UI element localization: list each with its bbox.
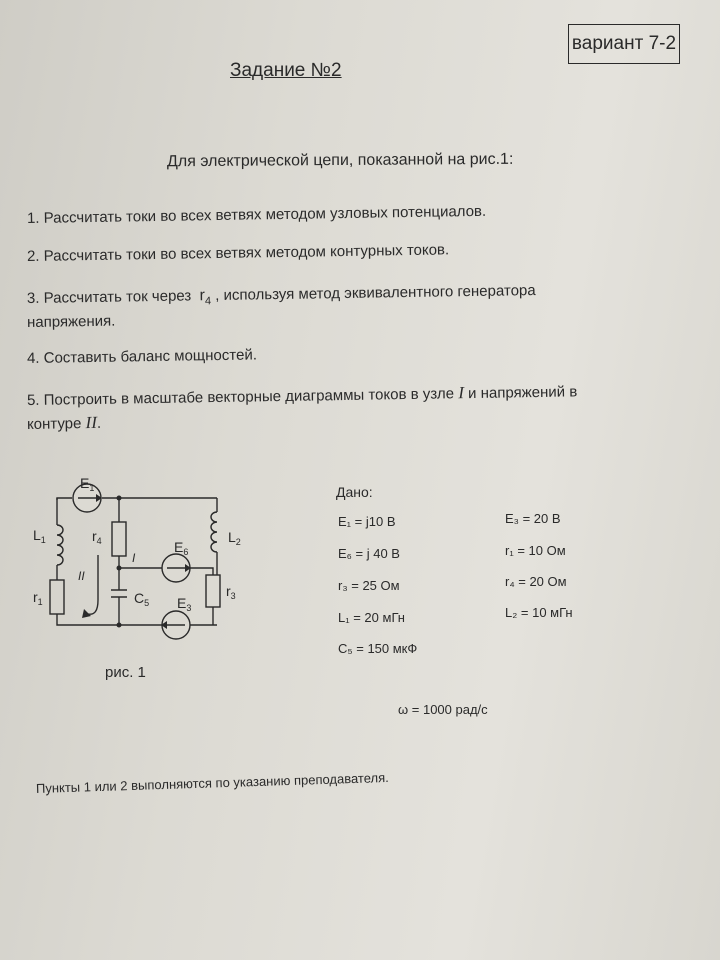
given-r1: r₁ = 10 Ом: [505, 543, 566, 558]
assignment-title: Задание №2: [230, 60, 342, 81]
task-5-node: I: [458, 383, 465, 403]
task-3-text-a: 3. Рассчитать ток через: [26, 287, 192, 307]
footer-note: Пункты 1 или 2 выполняются по указанию преподавателя.: [35, 769, 389, 796]
task-3-line-2: напряжения.: [26, 312, 116, 331]
given-e3: E₃ = 20 В: [505, 511, 561, 526]
label-e1: $E_1$: [80, 475, 95, 493]
label-e6: $E_6$: [174, 539, 189, 557]
given-r3: r₃ = 25 Ом: [338, 578, 400, 593]
inductor-l2: [211, 512, 217, 552]
task-5-text-c: контуре: [26, 415, 82, 433]
task-5-text-a: 5. Построить в масштабе векторные диаграммы токов в узле: [26, 385, 455, 409]
omega-value: ω = 1000 рад/с: [398, 702, 488, 717]
task-5-loop: II: [85, 412, 98, 433]
task-2: 2. Рассчитать токи во всех ветвях методом контурных токов.: [26, 241, 450, 265]
resistor-r1: [50, 580, 64, 614]
given-title: Дано:: [336, 484, 373, 500]
label-c5: $C_5$: [134, 590, 150, 608]
label-e3: $E_3$: [177, 595, 192, 613]
given-r4: r₄ = 20 Ом: [505, 574, 567, 589]
label-r1: $r_1$: [33, 589, 43, 607]
label-loop-ii: II: [78, 569, 85, 583]
task-5-text-b: и напряжений в: [467, 383, 578, 403]
junction-top: [117, 496, 122, 501]
loop-arrow-head-icon: [82, 609, 91, 618]
capacitor-c5: [111, 590, 127, 597]
given-e6: E₆ = j 40 В: [338, 546, 400, 561]
label-r3: $r_3$: [226, 583, 236, 601]
label-r4: $r_4$: [92, 528, 102, 546]
wire-bottom: [57, 614, 217, 625]
wire-e6-right: [190, 568, 213, 575]
task-1: 1. Рассчитать токи во всех ветвях методом узловых потенциалов.: [26, 202, 487, 227]
given-c5: C₅ = 150 мкФ: [338, 641, 418, 656]
figure-caption: рис. 1: [105, 664, 146, 681]
given-e1: E₁ = j10 В: [338, 514, 396, 529]
label-l2: $L_2$: [228, 529, 241, 547]
variant-label: вариант 7-2: [571, 33, 677, 54]
task-5-period: .: [96, 414, 102, 432]
wire-top-left: [57, 498, 72, 500]
task-3-resistor-letter: r: [199, 287, 206, 305]
given-l1: L₁ = 20 мГн: [338, 610, 405, 625]
junction-node-i: [117, 566, 122, 571]
label-node-i: I: [132, 551, 136, 565]
loop-arrow: [88, 555, 98, 614]
task-4: 4. Составить баланс мощностей.: [26, 346, 258, 367]
intro-text: Для электрической цепи, показанной на рис.1:: [166, 150, 514, 171]
label-l1: $L_1$: [33, 527, 46, 545]
task-3-resistor-index: 4: [204, 295, 212, 308]
given-l2: L₂ = 10 мГн: [505, 605, 573, 620]
resistor-r3: [206, 575, 220, 607]
junction-bottom: [117, 623, 122, 628]
task-3-text-b: , используя метод эквивалентного генератора: [215, 282, 536, 305]
resistor-r4: [112, 522, 126, 556]
inductor-l1: [57, 525, 63, 565]
